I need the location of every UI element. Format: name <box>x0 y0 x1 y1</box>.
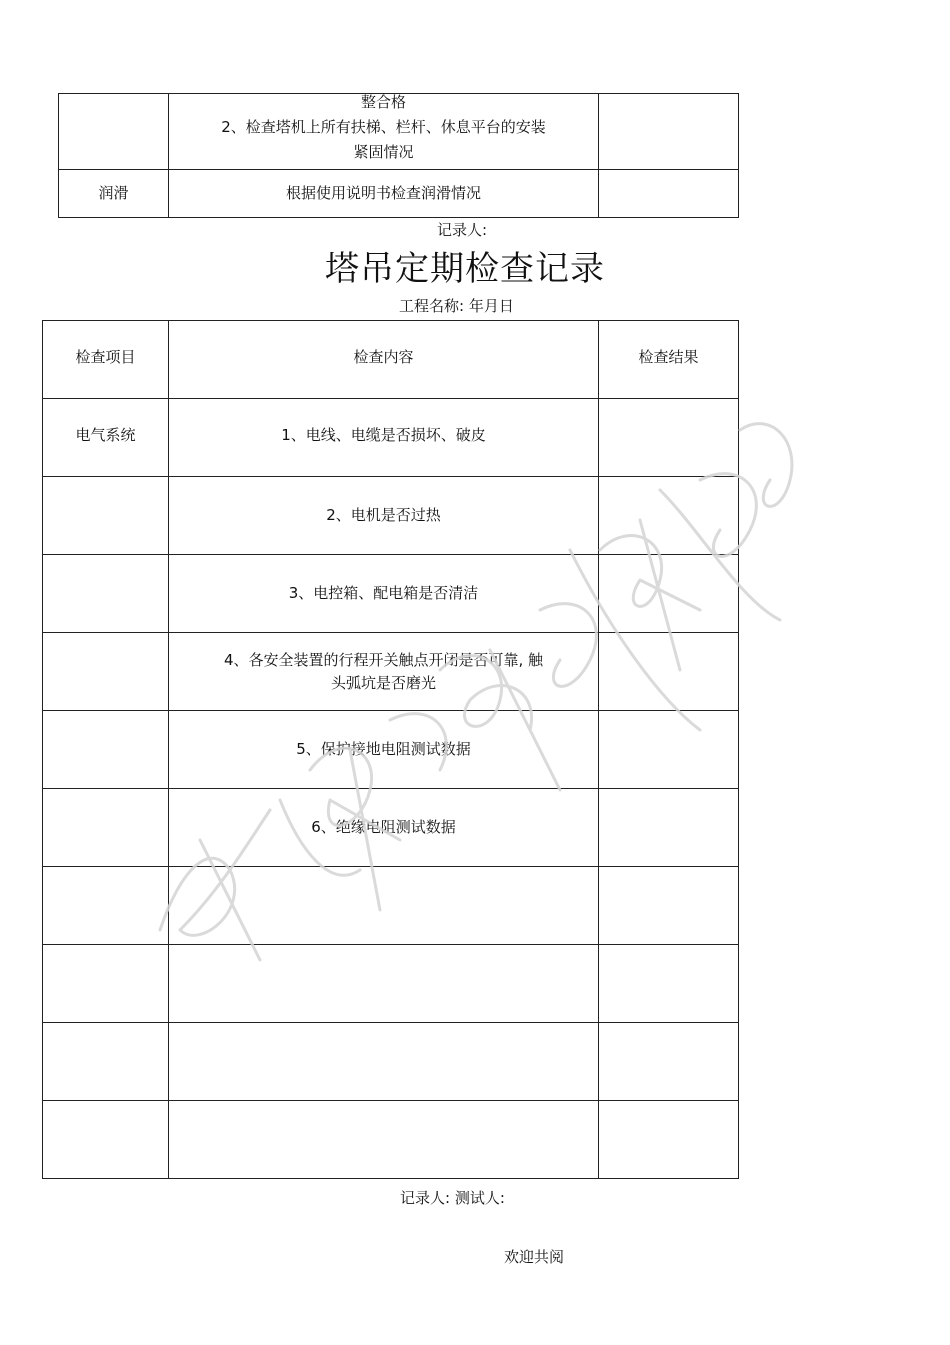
continued-inspection-table <box>58 93 739 218</box>
header-inspection-result: 检查结果 <box>599 321 739 399</box>
bottom-signature-line: 记录人: 测试人: <box>400 1189 505 1207</box>
result-cell <box>599 477 739 555</box>
content-cell: 4、各安全装置的行程开关触点开闭是否可靠, 触 头弧坑是否磨光 <box>169 633 599 711</box>
content-cell <box>169 1023 599 1101</box>
page-footer: 欢迎共阅 <box>504 1248 565 1266</box>
table-row <box>43 555 739 633</box>
result-cell <box>599 94 739 170</box>
result-cell <box>599 555 739 633</box>
content-cell: 整合格 2、检查塔机上所有扶梯、栏杆、休息平台的安装 紧固情况 <box>169 94 599 170</box>
result-cell <box>599 711 739 789</box>
item-cell <box>43 945 169 1023</box>
table-row <box>43 789 739 867</box>
table-row <box>43 867 739 945</box>
item-cell <box>43 711 169 789</box>
item-cell <box>43 867 169 945</box>
content-cell: 3、电控箱、配电箱是否清洁 <box>169 555 599 633</box>
table-row <box>43 945 739 1023</box>
header-inspection-item: 检查项目 <box>43 321 169 399</box>
header-inspection-content: 检查内容 <box>169 321 599 399</box>
table-row <box>59 170 739 218</box>
table-row <box>43 633 739 711</box>
content-cell: 1、电线、电缆是否损坏、破皮 <box>169 399 599 477</box>
table-row <box>43 1101 739 1179</box>
table-header-row <box>43 321 739 399</box>
content-cell <box>169 945 599 1023</box>
item-cell <box>43 789 169 867</box>
page-title: 塔吊定期检查记录 <box>325 249 605 289</box>
item-cell: 润滑 <box>59 170 169 218</box>
item-cell <box>43 555 169 633</box>
project-name-date-line: 工程名称: 年月日 <box>399 297 514 315</box>
table-row <box>43 399 739 477</box>
table-row <box>59 94 739 170</box>
table-row <box>43 711 739 789</box>
result-cell <box>599 1101 739 1179</box>
result-cell <box>599 1023 739 1101</box>
result-cell <box>599 867 739 945</box>
result-cell <box>599 170 739 218</box>
result-cell <box>599 633 739 711</box>
result-cell <box>599 945 739 1023</box>
top-recorder-label: 记录人: <box>437 221 488 239</box>
content-cell: 5、保护接地电阻测试数据 <box>169 711 599 789</box>
content-cell: 6、绝缘电阻测试数据 <box>169 789 599 867</box>
item-cell <box>43 1023 169 1101</box>
table-row <box>43 477 739 555</box>
result-cell <box>599 789 739 867</box>
item-cell <box>43 633 169 711</box>
content-cell <box>169 867 599 945</box>
inspection-record-table <box>42 320 739 1179</box>
item-cell: 电气系统 <box>43 399 169 477</box>
item-cell <box>59 94 169 170</box>
table-row <box>43 1023 739 1101</box>
content-cell: 2、电机是否过热 <box>169 477 599 555</box>
item-cell <box>43 477 169 555</box>
content-cell: 根据使用说明书检查润滑情况 <box>169 170 599 218</box>
content-cell <box>169 1101 599 1179</box>
result-cell <box>599 399 739 477</box>
item-cell <box>43 1101 169 1179</box>
